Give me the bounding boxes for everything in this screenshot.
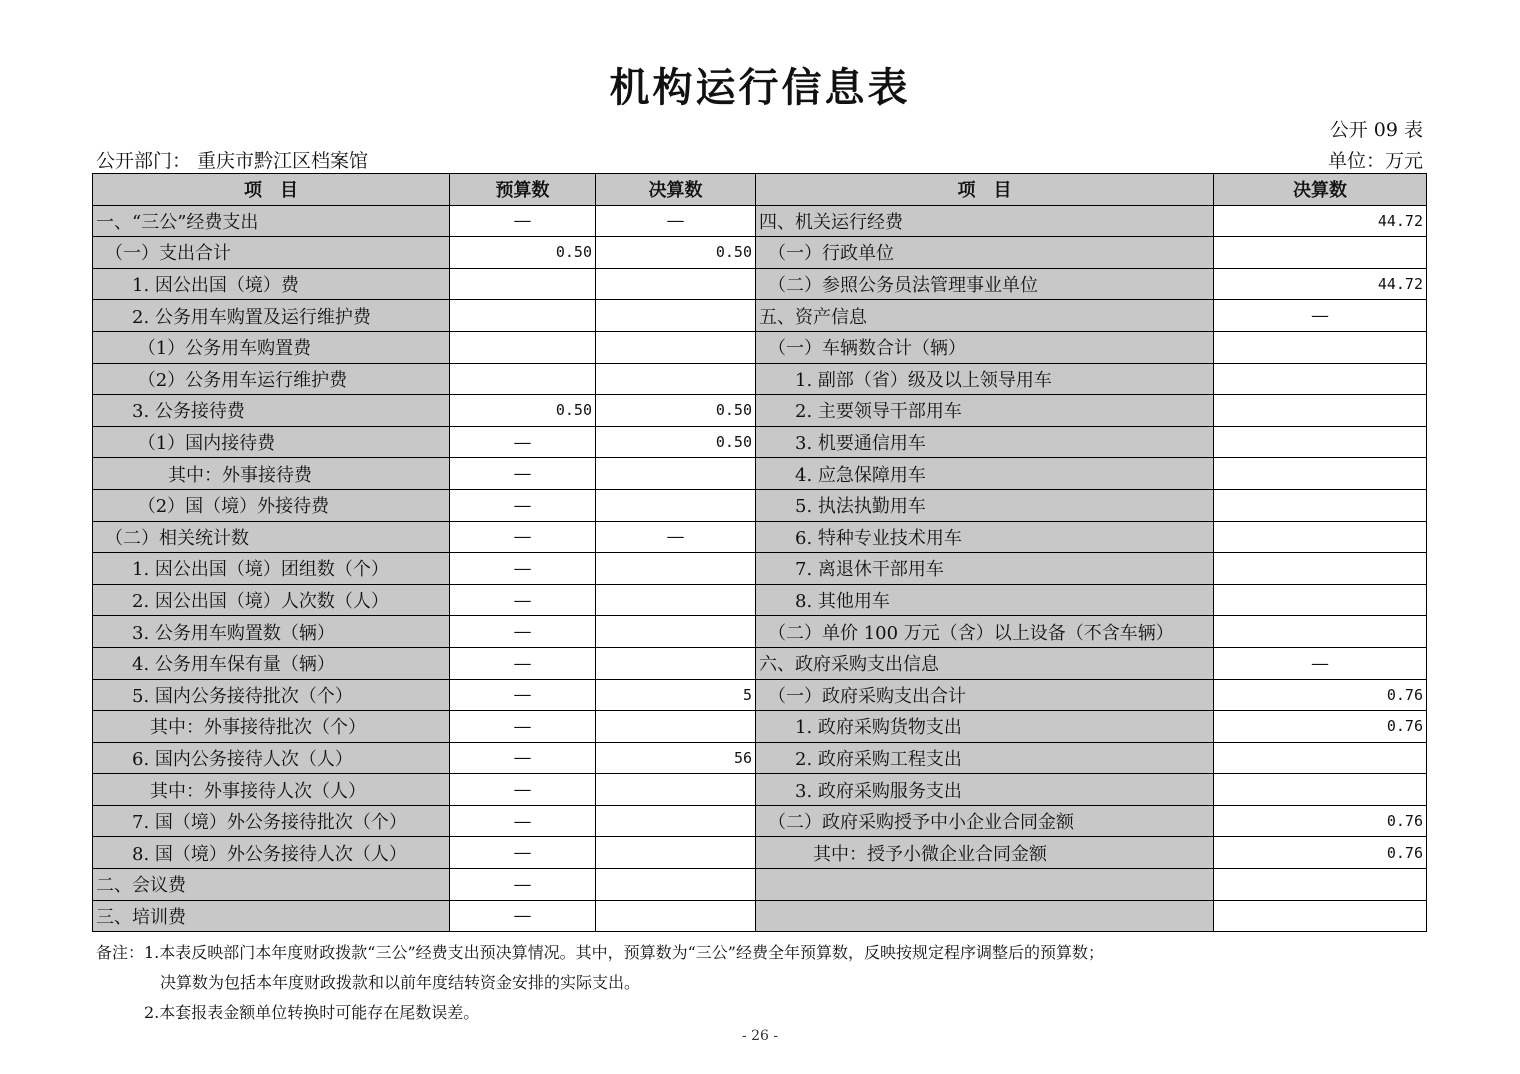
table-row (93, 237, 1427, 269)
row-final-value (596, 869, 756, 901)
row-item-label: 其中：外事接待人次（人） (93, 774, 450, 806)
row-budget-value: — (450, 647, 596, 679)
row-right-final-value (1214, 489, 1427, 521)
row-budget-value: — (450, 458, 596, 490)
row-right-final-value (1214, 616, 1427, 648)
row-budget-value (450, 331, 596, 363)
table-body (93, 205, 1427, 932)
row-budget-value (450, 300, 596, 332)
row-item-label: （二）相关统计数 (93, 521, 450, 553)
row-item-label: 2. 因公出国（境）人次数（人） (93, 584, 450, 616)
row-right-item-label: 5. 执法执勤用车 (756, 489, 1214, 521)
row-right-final-value: — (1214, 647, 1427, 679)
row-budget-value: — (450, 426, 596, 458)
note-line: 备注：1.本表反映部门本年度财政拨款“三公”经费支出预决算情况。其中，预算数为“三公”经费全年预算数，反映按规定程序调整后的预算数； (96, 943, 1104, 962)
table-row (93, 458, 1427, 490)
header-right-item: 项 目 (756, 174, 1214, 206)
row-final-value (596, 363, 756, 395)
table-row (93, 679, 1427, 711)
row-budget-value: — (450, 837, 596, 869)
department-label: 公开部门： 重庆市黔江区档案馆 (96, 150, 369, 172)
row-budget-value: — (450, 805, 596, 837)
row-final-value: — (596, 521, 756, 553)
row-item-label: 5. 国内公务接待批次（个） (93, 679, 450, 711)
page-number: - 26 - (741, 1028, 779, 1044)
row-item-label: 1. 因公出国（境）团组数（个） (93, 553, 450, 585)
row-right-item-label: 其中：授予小微企业合同金额 (756, 837, 1214, 869)
row-right-final-value: 44.72 (1214, 268, 1427, 300)
table-row (93, 553, 1427, 585)
row-final-value (596, 900, 756, 932)
row-final-value: — (596, 205, 756, 237)
row-budget-value: — (450, 205, 596, 237)
row-final-value (596, 553, 756, 585)
table-row (93, 869, 1427, 901)
row-right-item-label: （一）政府采购支出合计 (756, 679, 1214, 711)
row-right-final-value: 0.76 (1214, 837, 1427, 869)
row-item-label: 7. 国（境）外公务接待批次（个） (93, 805, 450, 837)
table-row (93, 837, 1427, 869)
row-final-value (596, 489, 756, 521)
row-budget-value: 0.50 (450, 237, 596, 269)
row-right-final-value: 0.76 (1214, 805, 1427, 837)
row-right-item-label: 四、机关运行经费 (756, 205, 1214, 237)
row-item-label: 其中：外事接待批次（个） (93, 711, 450, 743)
row-item-label: 6. 国内公务接待人次（人） (93, 742, 450, 774)
row-budget-value: — (450, 900, 596, 932)
row-item-label: （一）支出合计 (93, 237, 450, 269)
header-left-item: 项 目 (93, 174, 450, 206)
row-final-value (596, 300, 756, 332)
row-item-label: 3. 公务接待费 (93, 395, 450, 427)
row-final-value: 5 (596, 679, 756, 711)
row-item-label: （1）公务用车购置费 (93, 331, 450, 363)
row-item-label: （1）国内接待费 (93, 426, 450, 458)
notes (96, 938, 1104, 1028)
row-right-final-value (1214, 395, 1427, 427)
row-final-value (596, 616, 756, 648)
row-right-item-label: （二）政府采购授予中小企业合同金额 (756, 805, 1214, 837)
table-row (93, 774, 1427, 806)
row-right-final-value (1214, 426, 1427, 458)
row-right-final-value (1214, 331, 1427, 363)
table-row (93, 900, 1427, 932)
row-final-value (596, 268, 756, 300)
unit-label: 单位：万元 (1327, 150, 1423, 172)
row-right-item-label: 3. 机要通信用车 (756, 426, 1214, 458)
row-right-final-value (1214, 237, 1427, 269)
row-final-value: 0.50 (596, 426, 756, 458)
row-right-item-label: （二）参照公务员法管理事业单位 (756, 268, 1214, 300)
row-right-item-label (756, 869, 1214, 901)
row-right-item-label: 6. 特种专业技术用车 (756, 521, 1214, 553)
row-budget-value: — (450, 742, 596, 774)
row-right-final-value (1214, 521, 1427, 553)
table-row (93, 805, 1427, 837)
row-final-value: 0.50 (596, 237, 756, 269)
table-row (93, 426, 1427, 458)
row-item-label: 一、“三公”经费支出 (93, 205, 450, 237)
row-right-item-label: （一）车辆数合计（辆） (756, 331, 1214, 363)
table-row (93, 395, 1427, 427)
row-right-item-label: 2. 政府采购工程支出 (756, 742, 1214, 774)
note-line: 决算数为包括本年度财政拨款和以前年度结转资金安排的实际支出。 (96, 973, 641, 992)
row-right-final-value: — (1214, 300, 1427, 332)
info-table (92, 173, 1427, 932)
row-item-label: 1. 因公出国（境）费 (93, 268, 450, 300)
row-right-final-value (1214, 363, 1427, 395)
row-right-item-label (756, 900, 1214, 932)
row-budget-value: — (450, 679, 596, 711)
table-row (93, 205, 1427, 237)
row-final-value (596, 837, 756, 869)
row-right-final-value (1214, 458, 1427, 490)
table-row (93, 616, 1427, 648)
row-item-label: 8. 国（境）外公务接待人次（人） (93, 837, 450, 869)
row-right-final-value (1214, 742, 1427, 774)
row-right-final-value: 44.72 (1214, 205, 1427, 237)
table-header-row (93, 174, 1427, 206)
row-budget-value: 0.50 (450, 395, 596, 427)
row-right-item-label: （一）行政单位 (756, 237, 1214, 269)
row-final-value (596, 458, 756, 490)
row-right-item-label: 8. 其他用车 (756, 584, 1214, 616)
page-title: 机构运行信息表 (609, 65, 911, 111)
row-right-item-label: 7. 离退休干部用车 (756, 553, 1214, 585)
row-final-value (596, 805, 756, 837)
row-item-label: （2）国（境）外接待费 (93, 489, 450, 521)
row-right-item-label: 1. 副部（省）级及以上领导用车 (756, 363, 1214, 395)
table-row (93, 331, 1427, 363)
row-item-label: 其中：外事接待费 (93, 458, 450, 490)
row-final-value: 56 (596, 742, 756, 774)
row-final-value (596, 331, 756, 363)
row-right-final-value (1214, 774, 1427, 806)
table-row (93, 742, 1427, 774)
row-item-label: 3. 公务用车购置数（辆） (93, 616, 450, 648)
row-right-item-label: 2. 主要领导干部用车 (756, 395, 1214, 427)
row-right-item-label: 六、政府采购支出信息 (756, 647, 1214, 679)
row-budget-value: — (450, 774, 596, 806)
row-budget-value: — (450, 489, 596, 521)
row-budget-value: — (450, 553, 596, 585)
row-final-value (596, 711, 756, 743)
row-final-value (596, 647, 756, 679)
row-right-item-label: 五、资产信息 (756, 300, 1214, 332)
note-line: 2.本套报表金额单位转换时可能存在尾数误差。 (96, 1003, 480, 1022)
row-budget-value (450, 268, 596, 300)
row-right-final-value: 0.76 (1214, 711, 1427, 743)
header-final: 决算数 (596, 174, 756, 206)
row-right-final-value (1214, 553, 1427, 585)
row-final-value (596, 584, 756, 616)
row-budget-value (450, 363, 596, 395)
row-right-item-label: 3. 政府采购服务支出 (756, 774, 1214, 806)
row-final-value: 0.50 (596, 395, 756, 427)
row-budget-value: — (450, 584, 596, 616)
row-item-label: 三、培训费 (93, 900, 450, 932)
row-item-label: （2）公务用车运行维护费 (93, 363, 450, 395)
row-right-item-label: （二）单价 100 万元（含）以上设备（不含车辆） (756, 616, 1214, 648)
row-final-value (596, 774, 756, 806)
row-budget-value: — (450, 521, 596, 553)
row-item-label: 2. 公务用车购置及运行维护费 (93, 300, 450, 332)
table-row (93, 711, 1427, 743)
row-right-item-label: 1. 政府采购货物支出 (756, 711, 1214, 743)
row-budget-value: — (450, 616, 596, 648)
row-budget-value: — (450, 869, 596, 901)
table-number: 公开 09 表 (1329, 119, 1423, 141)
row-item-label: 二、会议费 (93, 869, 450, 901)
row-budget-value: — (450, 711, 596, 743)
table-row (93, 647, 1427, 679)
row-item-label: 4. 公务用车保有量（辆） (93, 647, 450, 679)
row-right-final-value (1214, 900, 1427, 932)
row-right-final-value: 0.76 (1214, 679, 1427, 711)
table-row (93, 300, 1427, 332)
table-row (93, 268, 1427, 300)
row-right-final-value (1214, 584, 1427, 616)
table-row (93, 363, 1427, 395)
row-right-final-value (1214, 869, 1427, 901)
header-right-final: 决算数 (1214, 174, 1427, 206)
row-right-item-label: 4. 应急保障用车 (756, 458, 1214, 490)
table-row (93, 584, 1427, 616)
table-row (93, 521, 1427, 553)
header-budget: 预算数 (450, 174, 596, 206)
table-row (93, 489, 1427, 521)
